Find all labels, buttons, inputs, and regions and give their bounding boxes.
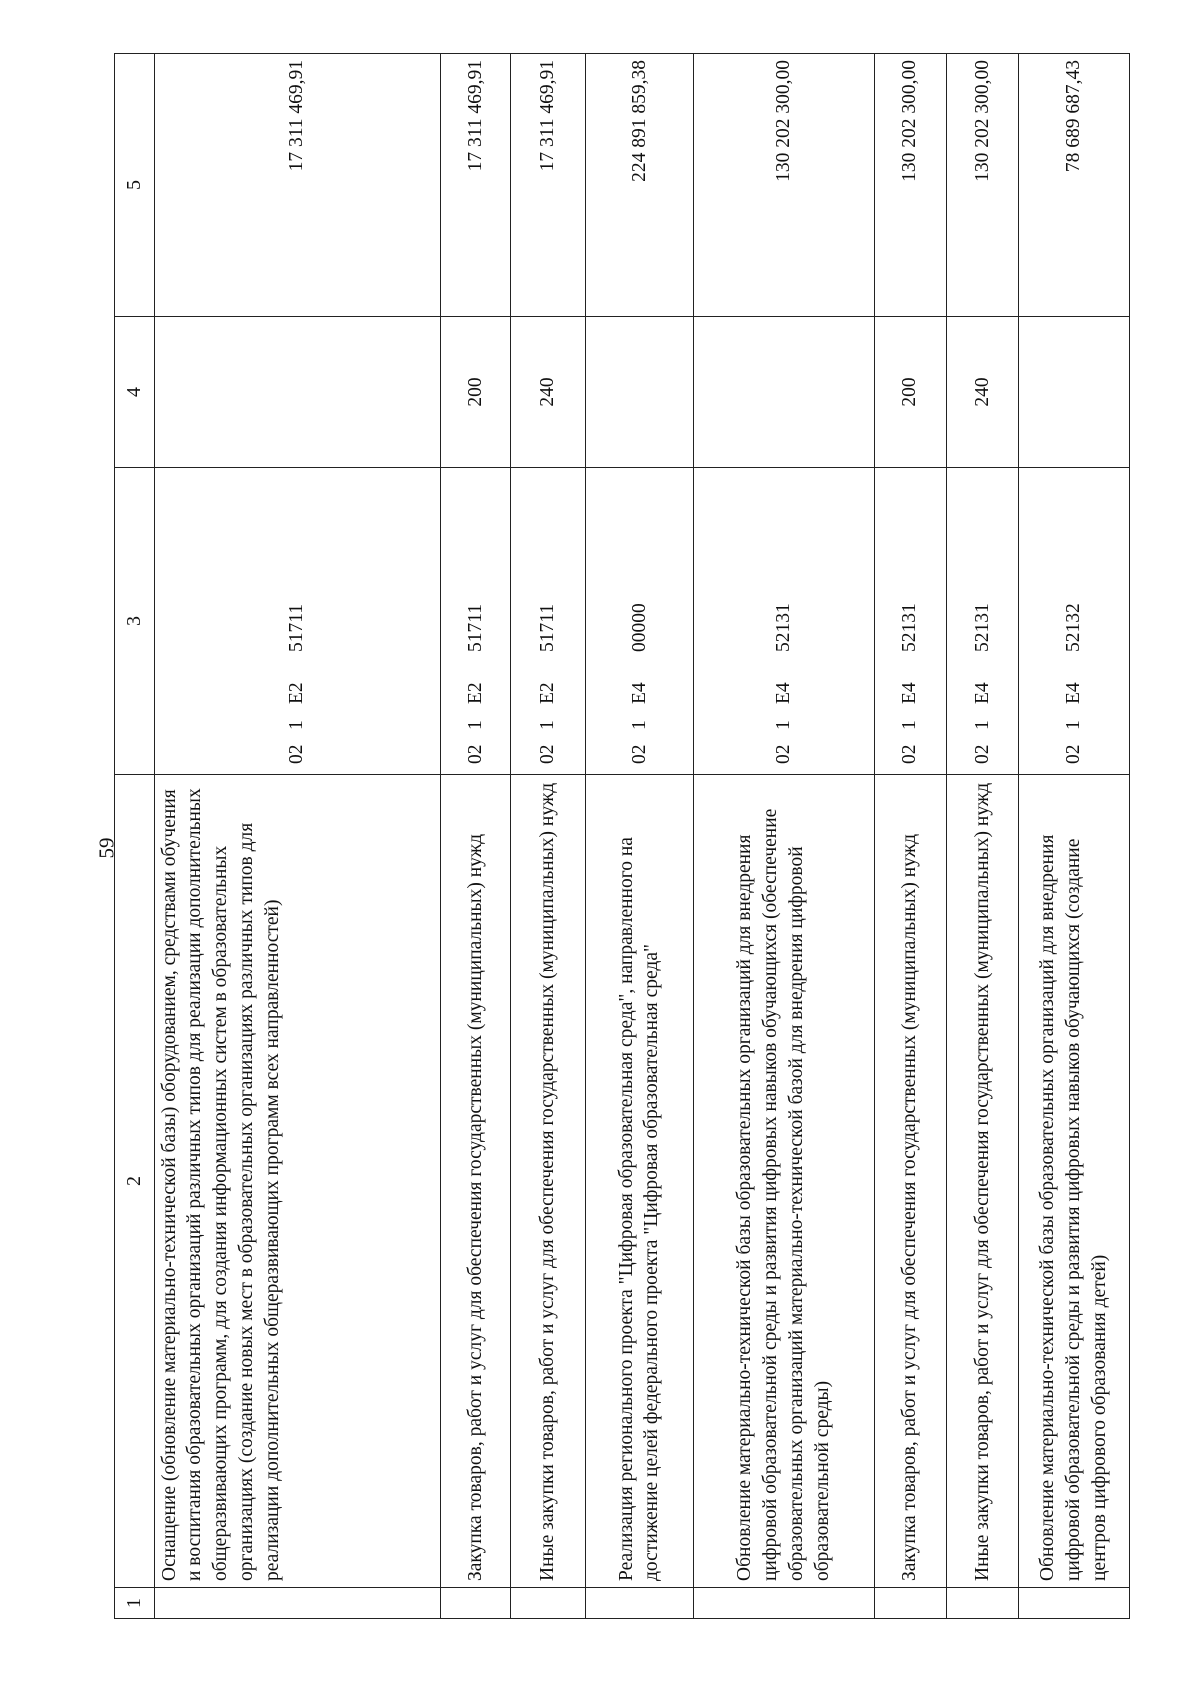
row-name: Реализация регионального проекта "Цифровая образовательная среда", направленного на достижение целей федерального проекта "Цифровая образовательная среда" xyxy=(585,775,693,1588)
page-number-text: 59 xyxy=(94,837,119,859)
row-index-cell xyxy=(441,1588,511,1619)
row-vr: 240 xyxy=(511,317,586,468)
row-vr: 200 xyxy=(441,317,511,468)
header-cell: 2 xyxy=(115,775,155,1588)
header-cell: 5 xyxy=(115,54,155,317)
row-name: Обновление материально-технической базы образовательных организаций для внедрения цифровой образовательной среды и развития цифровых навыков обучающихся (создание центров цифрового образования детей) xyxy=(1019,775,1130,1588)
header-cell: 1 xyxy=(115,1588,155,1619)
row-code: 021E251711 xyxy=(441,468,511,775)
row-name: Обновление материально-технической базы образовательных организаций для внедрения цифровой образовательной среды и развития цифровых навыков обучающихся (обеспечение образовательных организаций материально-технической базой для внедрения цифровой образовательной среды) xyxy=(694,775,875,1588)
row-code: 021E400000 xyxy=(585,468,693,775)
row-amount: 17 311 469,91 xyxy=(511,54,586,317)
row-code: 021E452131 xyxy=(694,468,875,775)
table-row xyxy=(585,54,693,1619)
row-amount: 130 202 300,00 xyxy=(874,54,946,317)
row-index-cell xyxy=(585,1588,693,1619)
row-amount: 17 311 469,91 xyxy=(154,54,441,317)
row-name: Оснащение (обновление материально-технической базы) оборудованием, средствами обучения и воспитания образовательных организаций различных типов для реализации дополнительных общеразвивающих программ, для создания информационных систем в образовательных организациях (создание новых мест в образовательных организациях различных типов для реализации дополнительных общеразвивающих программ всех направленностей) xyxy=(154,775,441,1588)
table-row xyxy=(1019,54,1130,1619)
row-code: 021E251711 xyxy=(511,468,586,775)
row-name: Закупка товаров, работ и услуг для обеспечения государственных (муниципальных) нужд xyxy=(874,775,946,1588)
row-name: Закупка товаров, работ и услуг для обеспечения государственных (муниципальных) нужд xyxy=(441,775,511,1588)
row-name: Иные закупки товаров, работ и услуг для обеспечения государственных (муниципальных) нужд xyxy=(947,775,1019,1588)
row-amount: 130 202 300,00 xyxy=(694,54,875,317)
table-row xyxy=(511,54,586,1619)
row-index-cell xyxy=(947,1588,1019,1619)
row-vr xyxy=(585,317,693,468)
row-code: 021E452132 xyxy=(1019,468,1130,775)
row-vr xyxy=(694,317,875,468)
table-row xyxy=(874,54,946,1619)
row-amount: 17 311 469,91 xyxy=(441,54,511,317)
row-code: 021E251711 xyxy=(154,468,441,775)
row-amount: 224 891 859,38 xyxy=(585,54,693,317)
rotated-table-container xyxy=(114,59,1130,1619)
table-row xyxy=(947,54,1019,1619)
header-row xyxy=(115,54,155,1619)
row-code: 021E452131 xyxy=(947,468,1019,775)
row-index-cell xyxy=(694,1588,875,1619)
header-cell: 4 xyxy=(115,317,155,468)
row-vr xyxy=(1019,317,1130,468)
budget-table xyxy=(114,53,1130,1619)
row-amount: 78 689 687,43 xyxy=(1019,54,1130,317)
row-amount: 130 202 300,00 xyxy=(947,54,1019,317)
row-index-cell xyxy=(511,1588,586,1619)
row-vr: 200 xyxy=(874,317,946,468)
row-name: Иные закупки товаров, работ и услуг для обеспечения государственных (муниципальных) нужд xyxy=(511,775,586,1588)
table-row xyxy=(154,54,441,1619)
row-vr xyxy=(154,317,441,468)
row-vr: 240 xyxy=(947,317,1019,468)
header-cell: 3 xyxy=(115,468,155,775)
row-code: 021E452131 xyxy=(874,468,946,775)
table-row xyxy=(441,54,511,1619)
row-index-cell xyxy=(874,1588,946,1619)
table-row xyxy=(694,54,875,1619)
row-index-cell xyxy=(154,1588,441,1619)
row-index-cell xyxy=(1019,1588,1130,1619)
